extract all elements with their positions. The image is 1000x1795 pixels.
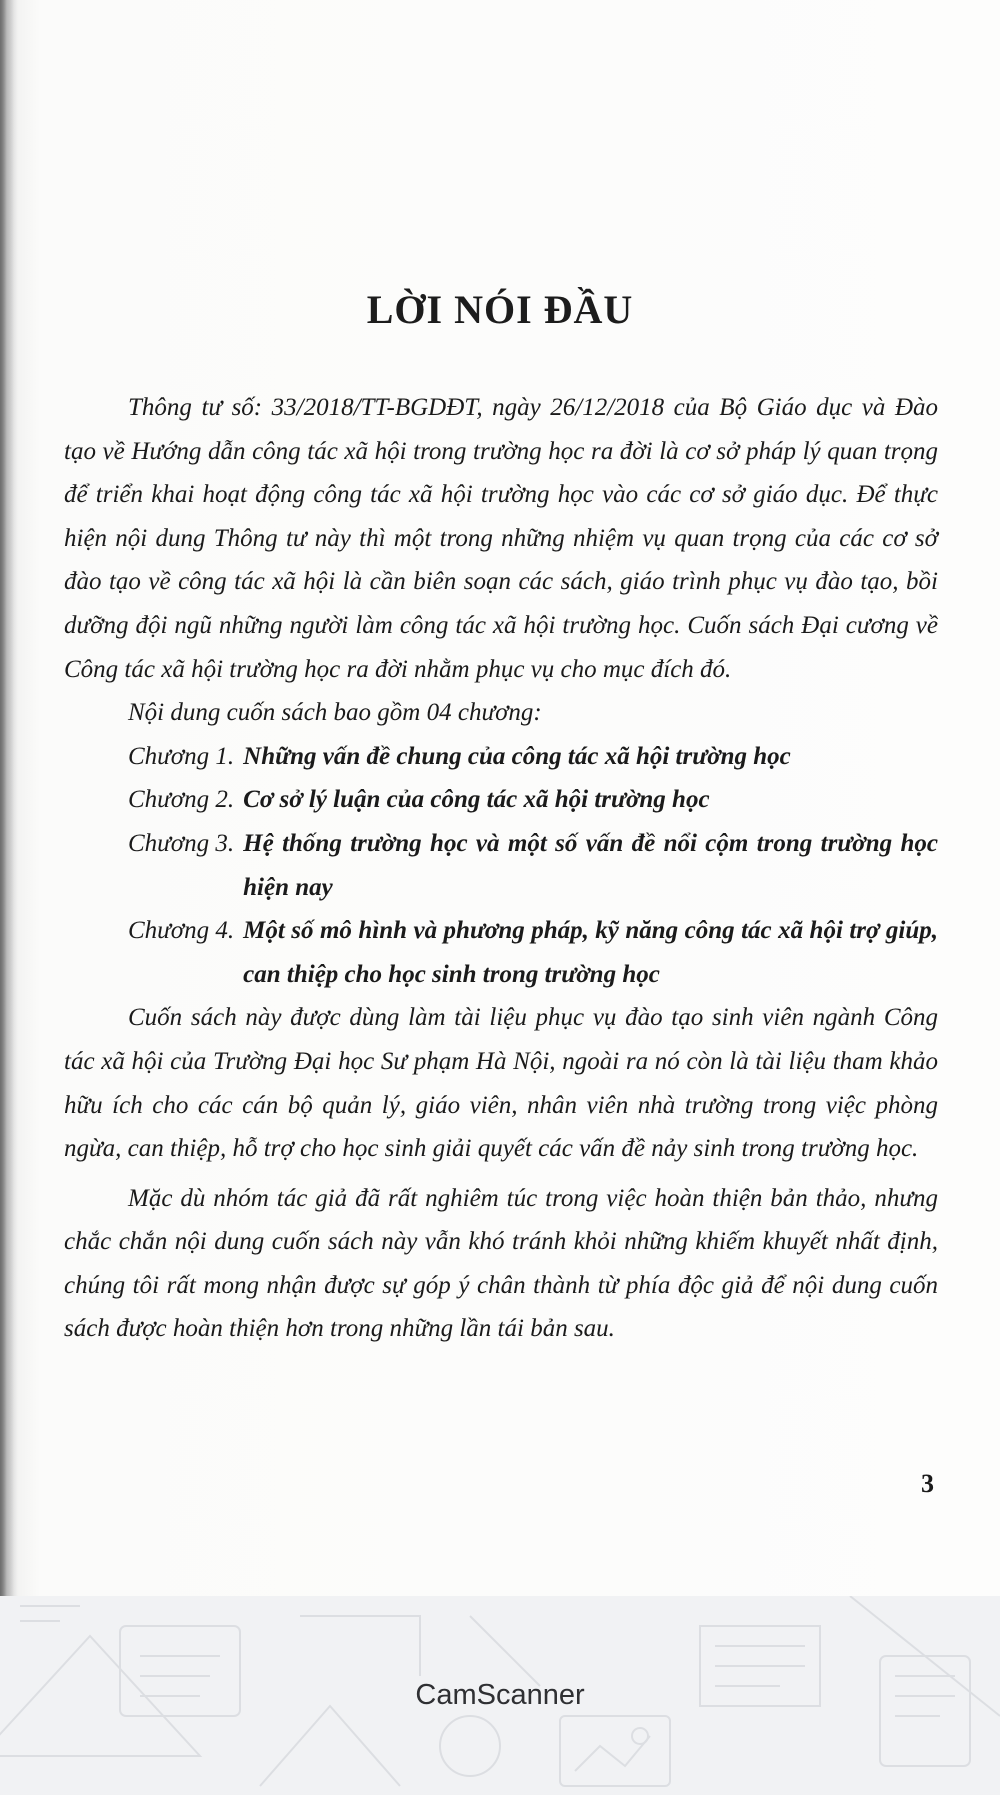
chapter-label: Chương 2. [128, 786, 235, 814]
usage-paragraph: Cuốn sách này được dùng làm tài liệu phục vụ đào tạo sinh viên ngành Công tác xã hội của Trường Đại học Sư phạm Hà Nội, ngoài ra nó còn là tài liệu tham khảo hữu ích cho các cán bộ quản lý, giáo viên, nhân viên nhà trường trong việc phòng ngừa, can thiệp, hỗ trợ cho học sinh giải quyết các vấn đề nảy sinh trong trường học. [64, 1004, 938, 1163]
page-title: LỜI NÓI ĐẦU [366, 287, 634, 332]
chapter-title: Hệ thống trường học và một số vấn đề nổi cộm trong trường học hiện nay [243, 829, 938, 901]
book-spine-shadow [0, 0, 14, 1596]
closing-paragraph: Mặc dù nhóm tác giả đã rất nghiêm túc trong việc hoàn thiện bản thảo, nhưng chắc chắn nội dung cuốn sách này vẫn khó tránh khỏi những khiếm khuyết nhất định, chúng tôi rất mong nhận được sự góp ý chân thành từ phía độc giả để nội dung cuốn sách được hoàn thiện hơn trong những lần tái bản sau. [64, 1184, 938, 1343]
chapter-label: Chương 1. [128, 742, 235, 770]
chapter-item-4 [64, 909, 938, 996]
camscanner-brand: CamScanner [415, 1679, 585, 1711]
page-number: 3 [921, 1469, 934, 1498]
chapter-item-2 [64, 778, 938, 822]
page-body [64, 386, 938, 1351]
intro-paragraph: Thông tư số: 33/2018/TT-BGDĐT, ngày 26/12/2018 của Bộ Giáo dục và Đào tạo về Hướng dẫn công tác xã hội trong trường học ra đời là cơ sở pháp lý quan trọng để triển khai hoạt động công tác xã hội trường học vào các cơ sở giáo dục. Để thực hiện nội dung Thông tư này thì một trong những nhiệm vụ quan trọng của các cơ sở đào tạo về công tác xã hội là cần biên soạn các sách, giáo trình phục vụ đào tạo, bồi dưỡng đội ngũ những người làm công tác xã hội trường học. Cuốn sách Đại cương về Công tác xã hội trường học ra đời nhằm phục vụ cho mục đích đó. [64, 394, 938, 683]
chapter-title: Những vấn đề chung của công tác xã hội trường học [243, 742, 791, 770]
chapter-title: Một số mô hình và phương pháp, kỹ năng công tác xã hội trợ giúp, can thiệp cho học sinh trong trường học [243, 917, 938, 988]
chapter-item-1 [64, 735, 938, 779]
chapter-label: Chương 3. [128, 829, 235, 857]
chapters-intro: Nội dung cuốn sách bao gồm 04 chương: [128, 699, 542, 727]
chapter-title: Cơ sở lý luận của công tác xã hội trường học [243, 786, 710, 814]
chapter-label: Chương 4. [128, 917, 235, 945]
chapter-item-3 [64, 822, 938, 909]
